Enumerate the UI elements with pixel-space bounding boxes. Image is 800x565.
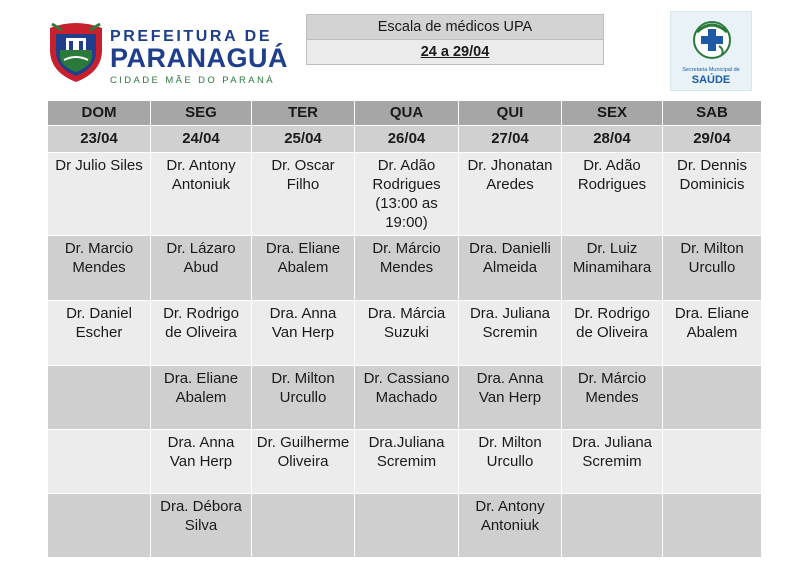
- doctor-cell: Dra. Eliane Abalem: [252, 236, 355, 301]
- saude-label: SAÚDE: [691, 74, 731, 86]
- doctor-cell: Dr. Lázaro Abud: [151, 236, 252, 301]
- doctor-cell: Dr. Jhonatan Aredes: [459, 153, 562, 236]
- doctor-cell: [663, 494, 762, 558]
- logo-line-city: PARANAGUÁ: [110, 43, 288, 73]
- doctor-cell: Dra.Juliana Scremim: [355, 430, 459, 494]
- date-header: 28/04: [562, 126, 663, 153]
- date-header: 25/04: [252, 126, 355, 153]
- doctor-cell: Dra. Anna Van Herp: [252, 301, 355, 366]
- table-row: [48, 153, 762, 236]
- doctor-cell: [48, 366, 151, 430]
- city-crest-icon: [48, 20, 104, 84]
- doctor-cell: Dr. Adão Rodrigues (13:00 as 19:00): [355, 153, 459, 236]
- day-header-row: [48, 101, 762, 126]
- table-row: [48, 494, 762, 558]
- health-cross-icon: [671, 12, 753, 68]
- doctor-cell: Dr. Milton Urcullo: [459, 430, 562, 494]
- doctor-cell: Dr. Luiz Minamihara: [562, 236, 663, 301]
- date-header: 29/04: [663, 126, 762, 153]
- day-header: QUA: [355, 101, 459, 126]
- doctor-cell: Dr. Cassiano Machado: [355, 366, 459, 430]
- day-header: SEG: [151, 101, 252, 126]
- table-row: [48, 366, 762, 430]
- doctor-cell: Dr. Marcio Mendes: [48, 236, 151, 301]
- day-header: SAB: [663, 101, 762, 126]
- doctor-cell: Dr. Guilherme Oliveira: [252, 430, 355, 494]
- doctor-cell: Dra. Eliane Abalem: [151, 366, 252, 430]
- doctor-cell: Dr. Rodrigo de Oliveira: [151, 301, 252, 366]
- day-header: TER: [252, 101, 355, 126]
- doctor-cell: [48, 494, 151, 558]
- page-title: Escala de médicos UPA: [306, 14, 604, 40]
- doctor-cell: [663, 430, 762, 494]
- doctor-cell: Dr. Dennis Dominicis: [663, 153, 762, 236]
- schedule-period: 24 a 29/04: [306, 40, 604, 65]
- date-header: 23/04: [48, 126, 151, 153]
- doctor-cell: [663, 366, 762, 430]
- date-header: 26/04: [355, 126, 459, 153]
- doctor-cell: Dra. Juliana Scremim: [562, 430, 663, 494]
- doctor-cell: Dra. Juliana Scremin: [459, 301, 562, 366]
- doctor-cell: Dra. Débora Silva: [151, 494, 252, 558]
- logo-line-prefeitura: PREFEITURA DE: [110, 28, 273, 45]
- schedule-table: [47, 100, 762, 558]
- table-row: [48, 236, 762, 301]
- table-row: [48, 430, 762, 494]
- doctor-cell: Dra. Anna Van Herp: [151, 430, 252, 494]
- doctor-cell: Dr. Milton Urcullo: [252, 366, 355, 430]
- date-header: 27/04: [459, 126, 562, 153]
- doctor-cell: Dr. Daniel Escher: [48, 301, 151, 366]
- doctor-cell: Dr. Oscar Filho: [252, 153, 355, 236]
- schedule-title-box: [306, 14, 604, 65]
- doctor-cell: Dr. Antony Antoniuk: [459, 494, 562, 558]
- doctor-cell: Dra. Danielli Almeida: [459, 236, 562, 301]
- doctor-cell: Dra. Márcia Suzuki: [355, 301, 459, 366]
- doctor-cell: Dra. Eliane Abalem: [663, 301, 762, 366]
- day-header: SEX: [562, 101, 663, 126]
- logo-line-slogan: CIDADE MÃE DO PARANÁ: [110, 75, 276, 86]
- secretaria-label: Secretaria Municipal de: [682, 67, 740, 73]
- doctor-cell: Dra. Anna Van Herp: [459, 366, 562, 430]
- table-row: [48, 301, 762, 366]
- prefeitura-logo: [48, 20, 288, 86]
- doctor-cell: Dr Julio Siles: [48, 153, 151, 236]
- day-header: DOM: [48, 101, 151, 126]
- doctor-cell: Dr. Rodrigo de Oliveira: [562, 301, 663, 366]
- doctor-cell: Dr. Márcio Mendes: [355, 236, 459, 301]
- doctor-cell: Dr. Antony Antoniuk: [151, 153, 252, 236]
- date-header: 24/04: [151, 126, 252, 153]
- date-header-row: [48, 126, 762, 153]
- doctor-cell: Dr. Milton Urcullo: [663, 236, 762, 301]
- doctor-cell: [355, 494, 459, 558]
- doctor-cell: [562, 494, 663, 558]
- doctor-cell: Dr. Márcio Mendes: [562, 366, 663, 430]
- day-header: QUI: [459, 101, 562, 126]
- doctor-cell: Dr. Adão Rodrigues: [562, 153, 663, 236]
- secretaria-saude-logo: [670, 11, 752, 91]
- doctor-cell: [252, 494, 355, 558]
- doctor-cell: [48, 430, 151, 494]
